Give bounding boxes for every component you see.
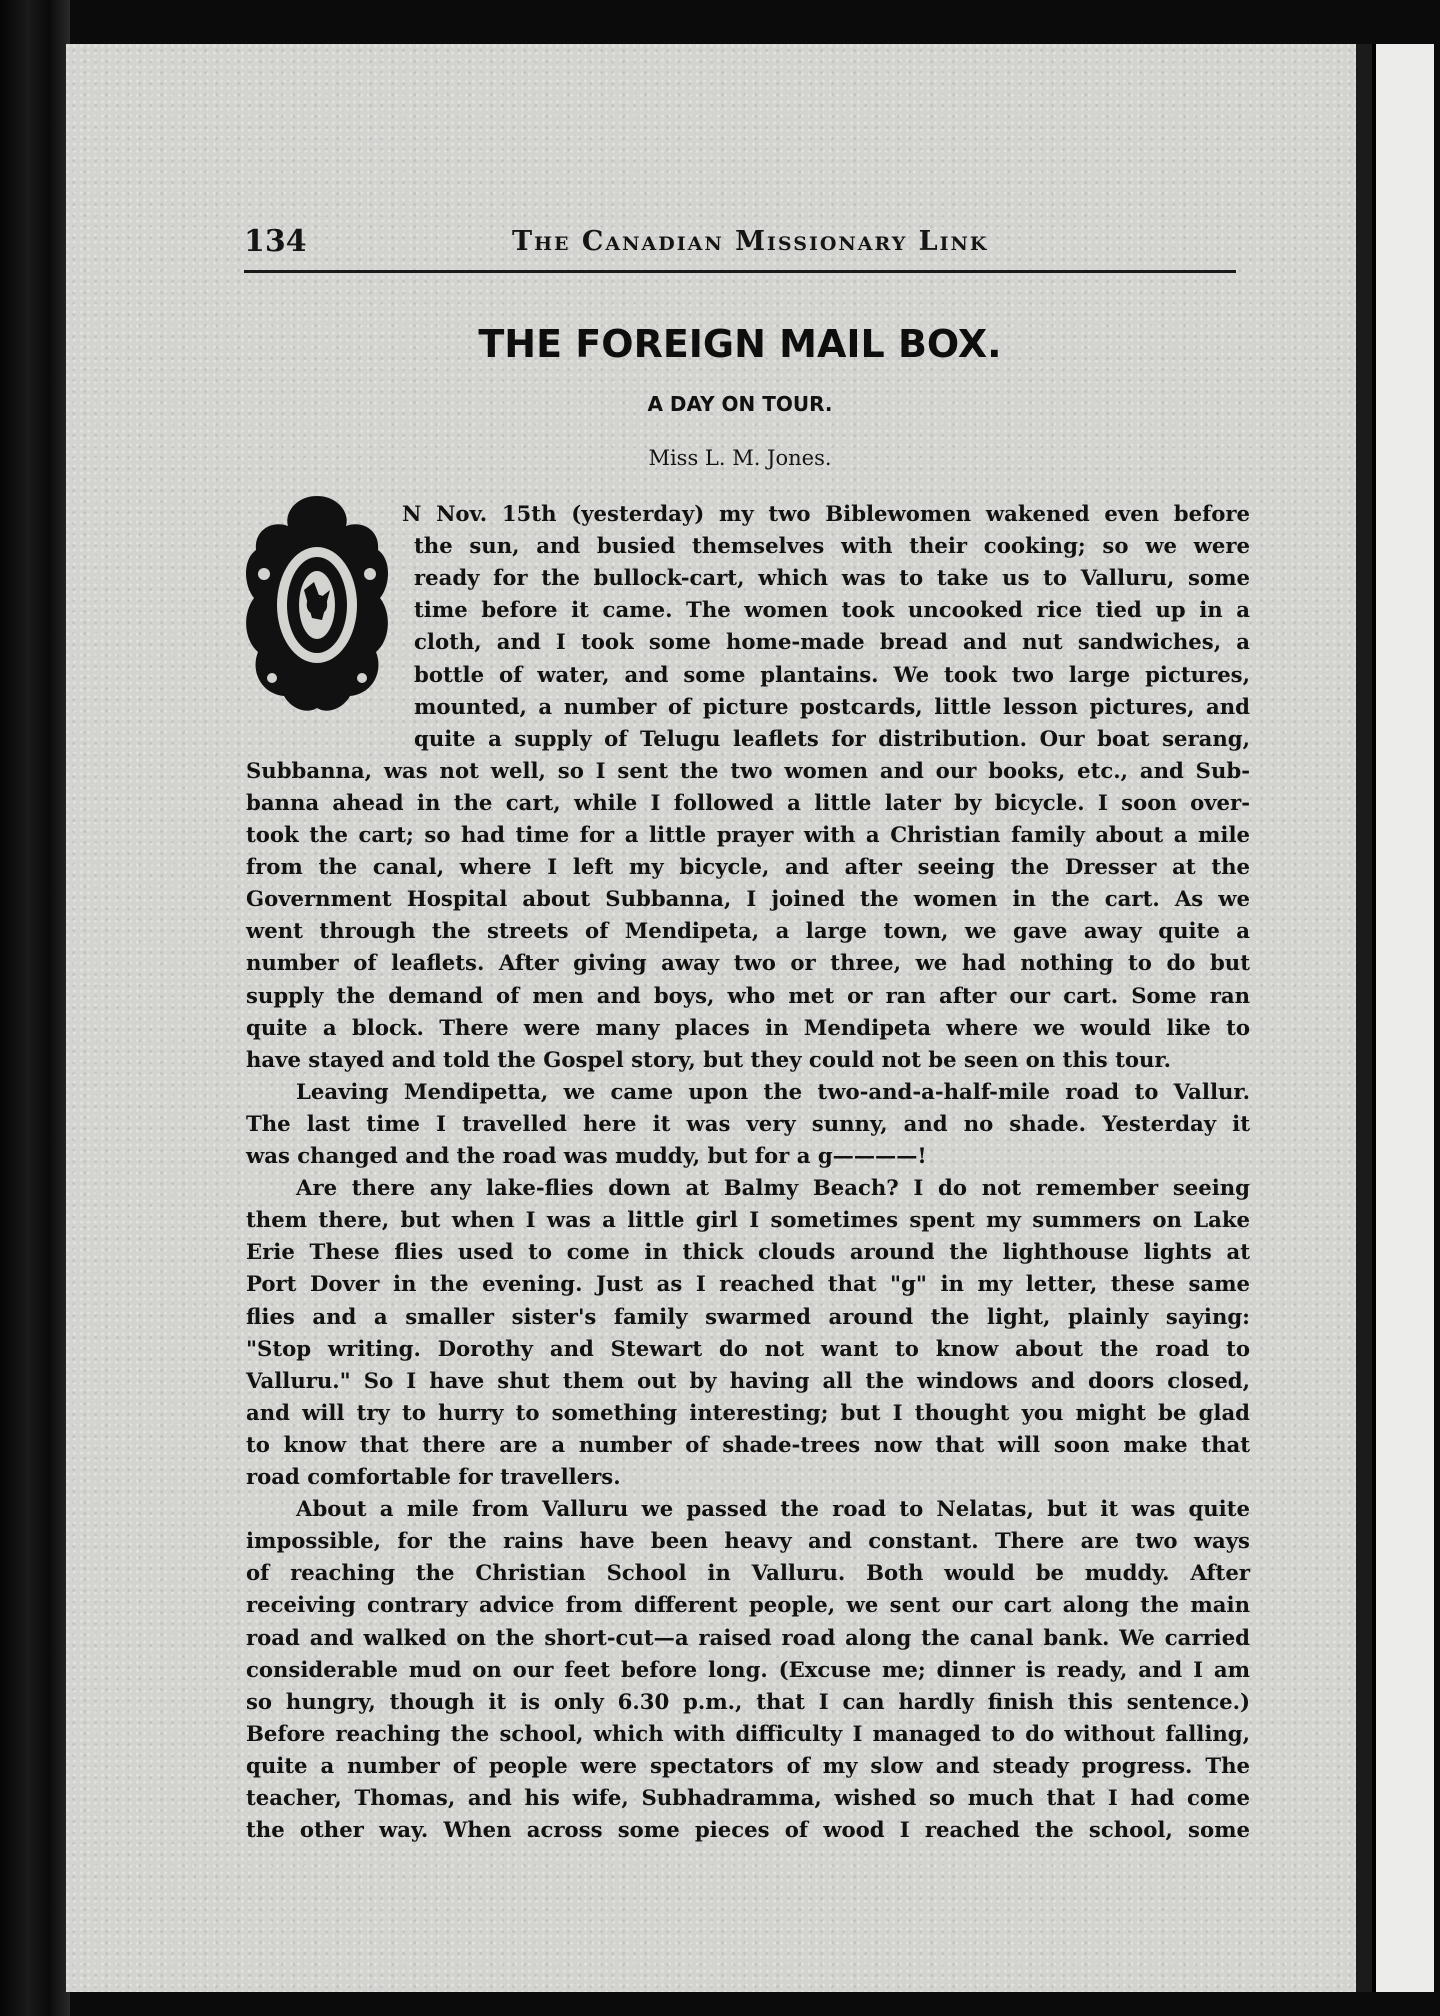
text-line: the other way. When across some pieces of wood I reached the school, some [246, 1817, 1250, 1843]
drop-cap-letter: O [305, 591, 329, 621]
text-line: went through the streets of Mendipeta, a large town, we gave away quite a [246, 918, 1250, 944]
article-title: A DAY ON TOUR. [647, 392, 833, 416]
text-line: number of leaflets. After giving away two or three, we had nothing to do but [246, 950, 1250, 976]
text-line: Are there any lake-flies down at Balmy Beach? I do not remember seeing [296, 1175, 1250, 1201]
text-line: took the cart; so had time for a little prayer with a Christian family about a mile [246, 822, 1250, 847]
text-line: mounted, a number of picture postcards, little lesson pictures, and [414, 693, 1250, 719]
text-line: Leaving Mendipetta, we came upon the two-and-a-half-mile road to Vallur. [296, 1078, 1250, 1104]
text-line: them there, but when I was a little girl I sometimes spent my summers on Lake [246, 1207, 1250, 1233]
journal-title: The Canadian Missionary Link [512, 226, 989, 257]
ornamental-drop-cap [242, 490, 392, 715]
text-line: was changed and the road was muddy, but for a g————! [246, 1143, 927, 1168]
text-line: Valluru." So I have shut them out by having all the windows and doors closed, [246, 1367, 1250, 1393]
next-page-edge [1372, 44, 1434, 1992]
text-line: The last time I travelled here it was very sunny, and no shade. Yesterday it [246, 1110, 1250, 1136]
text-line: ready for the bullock-cart, which was to take us to Valluru, some [414, 565, 1250, 591]
text-line: the sun, and busied themselves with their cooking; so we were [414, 533, 1250, 559]
text-line: have stayed and told the Gospel story, but they could not be seen on this tour. [246, 1046, 1172, 1072]
text-line: to know that there are a number of shade-trees now that will soon make that [246, 1431, 1250, 1457]
page-gutter [1356, 44, 1372, 1992]
author-byline: Miss L. M. Jones. [648, 446, 832, 470]
text-line: flies and a smaller sister's family swarmed around the light, plainly saying: [246, 1303, 1250, 1329]
book-spine [0, 0, 70, 2016]
text-line: receiving contrary advice from different people, we sent our cart along the main [246, 1592, 1250, 1618]
text-line: teacher, Thomas, and his wife, Subhadramma, wished so much that I had come [246, 1785, 1250, 1810]
text-line: "Stop writing. Dorothy and Stewart do not want to know about the road to [246, 1335, 1250, 1361]
text-line: Erie These flies used to come in thick clouds around the lighthouse lights at [246, 1239, 1250, 1265]
running-head [244, 220, 1236, 273]
text-line: banna ahead in the cart, while I followed a little later by bicycle. I soon over- [246, 789, 1250, 815]
text-line: road and walked on the short-cut—a raised road along the canal bank. We carried [246, 1624, 1250, 1650]
text-line: quite a supply of Telugu leaflets for distribution. Our boat serang, [414, 725, 1250, 751]
section-title: THE FOREIGN MAIL BOX. [478, 322, 1002, 366]
text-line: Port Dover in the evening. Just as I reached that "g" in my letter, these same [246, 1271, 1250, 1297]
page-number: 134 [244, 224, 307, 259]
text-line: Before reaching the school, which with difficulty I managed to do without falling, [246, 1720, 1250, 1746]
text-line: Government Hospital about Subbanna, I joined the women in the cart. As we [246, 886, 1250, 912]
text-line: About a mile from Valluru we passed the road to Nelatas, but it was quite [296, 1496, 1250, 1522]
text-line: of reaching the Christian School in Valluru. Both would be muddy. After [246, 1560, 1250, 1586]
text-line: quite a block. There were many places in Mendipeta where we would like to [246, 1014, 1250, 1040]
text-line: time before it came. The women took uncooked rice tied up in a [414, 597, 1250, 623]
text-line: so hungry, though it is only 6.30 p.m., that I can hardly finish this sentence.) [246, 1688, 1250, 1714]
text-line: supply the demand of men and boys, who met or ran after our cart. Some ran [246, 982, 1250, 1008]
text-line: road comfortable for travellers. [246, 1464, 621, 1489]
text-line: considerable mud on our feet before long. (Excuse me; dinner is ready, and I am [246, 1656, 1250, 1682]
text-line: cloth, and I took some home-made bread and nut sandwiches, a [414, 629, 1250, 655]
text-line: bottle of water, and some plantains. We took two large pictures, [414, 661, 1250, 687]
text-line: impossible, for the rains have been heavy and constant. There are two ways [246, 1528, 1250, 1554]
text-line: quite a number of people were spectators of my slow and steady progress. The [246, 1752, 1250, 1778]
text-line: Subbanna, was not well, so I sent the two women and our books, etc., and Sub- [246, 757, 1250, 783]
text-line: N Nov. 15th (yesterday) my two Biblewomen wakened even before [402, 501, 1250, 526]
text-line: from the canal, where I left my bicycle, and after seeing the Dresser at the [246, 854, 1250, 880]
text-line: and will try to hurry to something interesting; but I thought you might be glad [246, 1399, 1250, 1425]
